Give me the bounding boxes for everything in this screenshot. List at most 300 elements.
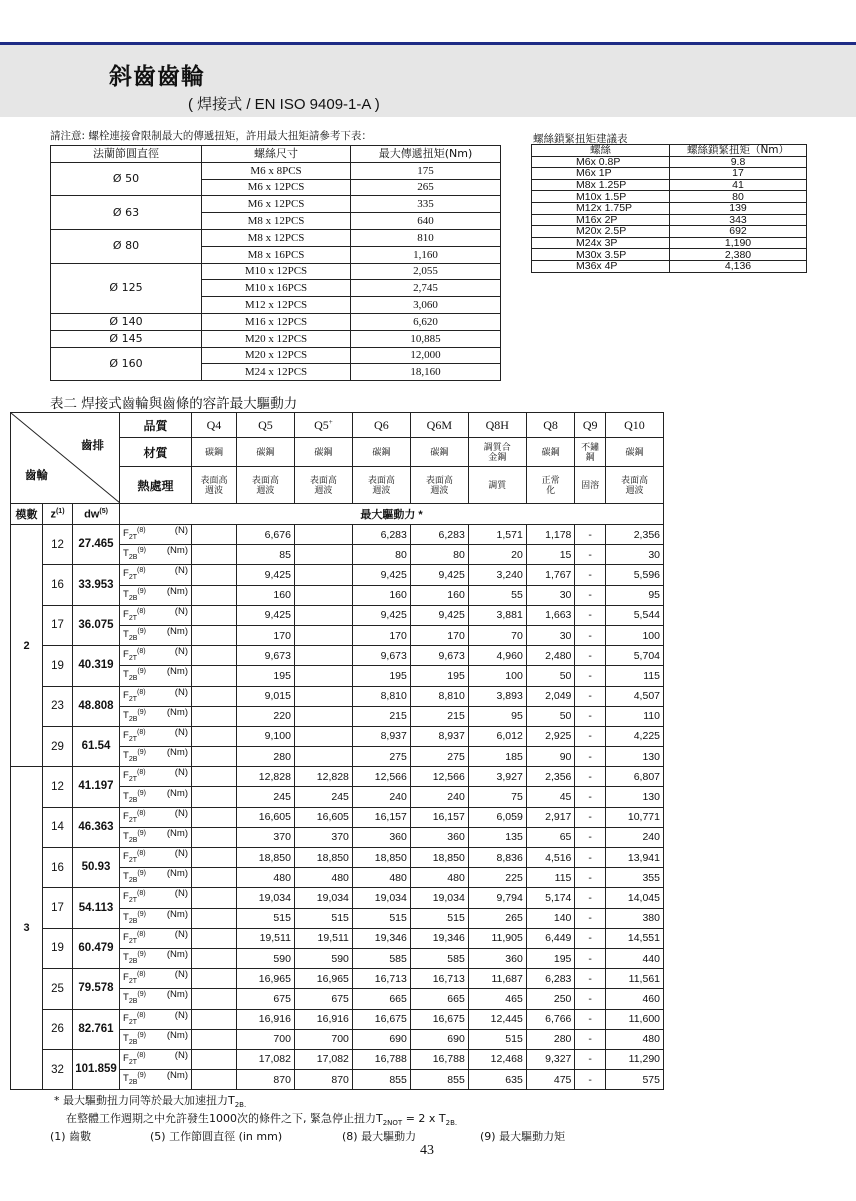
value-cell: 170 [236,625,294,645]
value-cell: 665 [352,989,410,1009]
value-cell: 2,917 [526,807,575,827]
label-unit: (Nm) [166,827,188,839]
force-label [120,888,192,908]
value-cell: 870 [236,1070,294,1090]
dw-value: 60.479 [73,928,120,968]
value-cell: 5,704 [605,646,663,666]
value-cell [192,605,237,625]
dw-sup: (5) [99,507,108,515]
torque-label [120,1029,192,1049]
label-sub: 2B [128,958,138,966]
col-bolt: 螺絲 [532,145,670,157]
value-cell: 265 [468,908,526,928]
value-cell: - [575,928,606,948]
label-sym: T [123,1032,129,1044]
bolt-size: M10x 1.5P [532,191,670,203]
screw-size: M6 x 8PCS [202,162,351,179]
value-cell: 15 [526,545,575,565]
table-row [11,1009,664,1029]
force-label [120,969,192,989]
heat-treatment-cell: 固溶 [575,467,606,504]
value-cell: 130 [605,787,663,807]
value-cell: 360 [410,827,468,847]
table-row [11,605,664,625]
bolt-size: M30x 3.5P [532,249,670,261]
value-cell: 135 [468,827,526,847]
value-cell [192,868,237,888]
value-cell [192,686,237,706]
value-cell: 115 [526,868,575,888]
material-cell: 碳鋼 [526,438,575,467]
table-row [11,565,664,585]
label-sym: F [123,770,129,782]
value-cell [294,686,352,706]
bolt-row [532,156,807,168]
table-row [11,848,664,868]
col-screw-size: 螺絲尺寸 [202,146,351,163]
label-sym: F [123,568,129,580]
label-sym: F [123,891,129,903]
table2-caption: 表二 焊接式齒輪與齒條的容許最大驅動力 [50,396,298,412]
footnote-1 [54,1092,246,1109]
bolt-torque: 80 [670,191,807,203]
value-cell: 70 [468,625,526,645]
torque-label [120,666,192,686]
q-header: Q6M [410,413,468,438]
value-cell [294,585,352,605]
label-sup: (8) [136,527,146,535]
bolt-table-title: 螺絲鎖緊扭矩建議表 [533,133,628,145]
screw-size: M6 x 12PCS [202,179,351,196]
heat-treatment-cell: 表面高 週波 [605,467,663,504]
value-cell: 9,673 [236,646,294,666]
label-sub: 2T [128,695,137,703]
value-cell: 30 [526,625,575,645]
z-value: 12 [43,525,73,565]
max-torque: 2,055 [351,263,501,280]
value-cell: 3,927 [468,767,526,787]
value-cell: 240 [352,787,410,807]
label-sup: (8) [136,688,146,696]
z-value: 32 [43,1049,73,1089]
value-cell: 2,356 [526,767,575,787]
label-unit: (N) [174,928,188,940]
heat-treatment-cell: 正常 化 [526,467,575,504]
max-torque: 18,160 [351,364,501,381]
q-header: Q10 [605,413,663,438]
value-cell: - [575,726,606,746]
label-unit: (N) [174,686,188,698]
label-sup: (8) [136,890,146,898]
label-sub: 2B [128,715,138,723]
label-unit: (Nm) [166,545,188,557]
torque-label [120,747,192,767]
value-cell: 195 [526,948,575,968]
dw-value: 61.54 [73,726,120,766]
label-sym: F [123,730,129,742]
value-cell [294,726,352,746]
label-sym: F [123,931,129,943]
bolt-row [532,191,807,203]
value-cell [192,969,237,989]
value-cell: 370 [294,827,352,847]
q5-plus: + [328,417,333,426]
value-cell: 11,561 [605,969,663,989]
value-cell: 130 [605,747,663,767]
label-sym: F [123,810,129,822]
value-cell: 515 [352,908,410,928]
force-label [120,565,192,585]
label-sup: (8) [136,1051,146,1059]
value-cell: 4,960 [468,646,526,666]
z-value: 14 [43,807,73,847]
label-unit: (N) [174,726,188,738]
value-cell: 360 [352,827,410,847]
value-cell: 515 [236,908,294,928]
force-label [120,646,192,666]
label-sub: 2B [128,877,138,885]
label-sym: T [123,548,129,560]
label-sup: (9) [137,547,146,555]
label-unit: (Nm) [166,908,188,920]
label-sub: 2T [128,534,137,542]
value-cell: 215 [352,706,410,726]
def-9: (9) 最大驅動力矩 [480,1130,566,1143]
label-unit: (Nm) [166,868,188,880]
value-cell: 9,673 [410,646,468,666]
footnote-1-sub: 2B. [234,1101,247,1110]
heat-treatment-cell: 表面高 週波 [294,467,352,504]
heat-treatment-cell: 表面高 週波 [352,467,410,504]
value-cell: 370 [236,827,294,847]
value-cell: 220 [236,706,294,726]
value-cell: 95 [605,585,663,605]
label-sub: 2T [128,655,137,663]
bolt-torque: 41 [670,179,807,191]
screw-size: M20 x 12PCS [202,347,351,364]
label-sup: (9) [137,1031,146,1039]
value-cell: 590 [236,948,294,968]
label-sym: F [123,851,129,863]
value-cell: 12,468 [468,1049,526,1069]
value-cell: 5,596 [605,565,663,585]
value-cell: 700 [294,1029,352,1049]
col-flange-dia: 法蘭節圓直徑 [51,146,202,163]
value-cell: 30 [526,585,575,605]
value-cell: 95 [468,706,526,726]
value-cell: 870 [294,1070,352,1090]
flange-dia: Ø 140 [51,313,202,330]
value-cell [192,1049,237,1069]
value-cell: 12,566 [352,767,410,787]
value-cell: 17,082 [294,1049,352,1069]
torque-label [120,948,192,968]
label-unit: (N) [174,1009,188,1021]
corner-diagonal [11,413,120,503]
value-cell: 16,788 [352,1049,410,1069]
value-cell: 475 [526,1070,575,1090]
torque-label [120,787,192,807]
drive-force-table [10,412,664,1090]
label-sup: (8) [136,1011,146,1019]
value-cell: 8,836 [468,848,526,868]
label-sup: (8) [136,930,146,938]
value-cell [192,525,237,545]
label-sup: (9) [137,749,146,757]
flange-dia: Ø 63 [51,196,202,230]
label-unit: (Nm) [166,706,188,718]
bolt-torque-table [531,144,807,273]
max-torque: 3,060 [351,297,501,314]
bolt-row [532,260,807,272]
value-cell: 80 [352,545,410,565]
screw-size: M6 x 12PCS [202,196,351,213]
label-sup: (8) [136,728,146,736]
label-sub: 2T [128,816,137,824]
z-value: 12 [43,767,73,807]
value-cell: 675 [236,989,294,1009]
label-sub: 2T [128,1058,137,1066]
bolt-torque: 343 [670,214,807,226]
value-cell: 6,449 [526,928,575,948]
screw-size: M8 x 16PCS [202,246,351,263]
value-cell: 16,605 [294,807,352,827]
value-cell: 6,807 [605,767,663,787]
value-cell: 10,771 [605,807,663,827]
label-unit: (N) [174,767,188,779]
value-cell: 585 [410,948,468,968]
label-sup: (9) [137,789,146,797]
value-cell [192,767,237,787]
value-cell: 75 [468,787,526,807]
page-number: 43 [420,1143,434,1158]
screw-size: M8 x 12PCS [202,213,351,230]
def-8: (8) 最大驅動力 [342,1130,417,1143]
torque-label [120,585,192,605]
q-header: Q9 [575,413,606,438]
q-header: Q8H [468,413,526,438]
value-cell: 19,034 [236,888,294,908]
dw-value: 82.761 [73,1009,120,1049]
value-cell: - [575,1049,606,1069]
value-cell: 460 [605,989,663,1009]
label-sym: T [123,790,129,802]
table-row [11,726,664,746]
screw-size: M10 x 12PCS [202,263,351,280]
value-cell [192,807,237,827]
value-cell: 16,788 [410,1049,468,1069]
bolt-torque: 692 [670,226,807,238]
z-sup: (1) [55,507,65,515]
value-cell: 19,034 [294,888,352,908]
value-cell: - [575,565,606,585]
value-cell [192,908,237,928]
screw-size: M12 x 12PCS [202,297,351,314]
value-cell: 185 [468,747,526,767]
screw-size: M8 x 12PCS [202,229,351,246]
bolt-size: M6x 0.8P [532,156,670,168]
value-cell: 6,283 [410,525,468,545]
label-sub: 2T [128,897,137,905]
dw-value: 46.363 [73,807,120,847]
label-sub: 2T [128,735,137,743]
label-sup: (9) [137,587,146,595]
footnote-2 [66,1110,457,1127]
z-value: 29 [43,726,73,766]
value-cell: 45 [526,787,575,807]
flange-row [51,347,501,364]
value-cell [294,706,352,726]
value-cell: 195 [236,666,294,686]
value-cell: 855 [410,1070,468,1090]
force-label [120,807,192,827]
flange-row [51,313,501,330]
label-unit: (Nm) [166,585,188,597]
value-cell: 5,174 [526,888,575,908]
flange-row [51,162,501,179]
z-value: 17 [43,605,73,645]
q-header: Q5 [236,413,294,438]
label-sym: T [123,871,129,883]
heat-treatment-cell: 表面高 週波 [236,467,294,504]
z-label: z [50,508,56,521]
label-unit: (N) [174,525,188,537]
value-cell: 6,283 [352,525,410,545]
value-cell: - [575,827,606,847]
value-cell [192,1009,237,1029]
heat-treatment-cell: 表面高 週波 [410,467,468,504]
label-sub: 2T [128,614,137,622]
label-unit: (N) [174,646,188,658]
label-sym: T [123,669,129,681]
value-cell: 3,240 [468,565,526,585]
value-cell: 16,675 [410,1009,468,1029]
label-sup: (9) [137,668,146,676]
footnote-2-sub2: 2B. [445,1119,458,1128]
value-cell: 1,767 [526,565,575,585]
material-cell: 不鏽 鋼 [575,438,606,467]
value-cell: 675 [294,989,352,1009]
value-cell: 275 [410,747,468,767]
table-row [11,928,664,948]
label-sub: 2B [128,998,138,1006]
value-cell: - [575,969,606,989]
max-torque: 1,160 [351,246,501,263]
dw-value: 33.953 [73,565,120,605]
bolt-torque: 9.8 [670,156,807,168]
footnote-2-sub: 2NOT [382,1119,403,1128]
dw-value: 79.578 [73,969,120,1009]
value-cell: 855 [352,1070,410,1090]
value-cell: 16,916 [236,1009,294,1029]
label-sup: (9) [137,628,146,635]
value-cell: 2,925 [526,726,575,746]
bolt-row [532,179,807,191]
value-cell: 18,850 [236,848,294,868]
value-cell: 690 [410,1029,468,1049]
dw-value: 40.319 [73,646,120,686]
force-label [120,767,192,787]
value-cell: - [575,666,606,686]
value-cell: 9,425 [410,565,468,585]
label-sub: 2B [128,594,138,602]
value-cell [294,646,352,666]
material-cell: 碳鋼 [605,438,663,467]
bolt-torque: 139 [670,202,807,214]
table-row [11,525,664,545]
value-cell: - [575,525,606,545]
flange-row [51,229,501,246]
value-cell [192,585,237,605]
page-subtitle: ( 焊接式 / EN ISO 9409-1-A ) [188,96,380,113]
value-cell [192,1070,237,1090]
value-cell: 5,544 [605,605,663,625]
value-cell: 2,356 [605,525,663,545]
value-cell: - [575,646,606,666]
value-cell: - [575,908,606,928]
label-sup: (9) [137,991,146,999]
def-1: (1) 齒數 [50,1130,92,1143]
value-cell: 160 [410,585,468,605]
col-dw [73,504,120,525]
flange-dia: Ø 145 [51,330,202,347]
label-sub: 2T [128,978,137,986]
label-sup: (9) [137,829,146,837]
flange-dia: Ø 125 [51,263,202,313]
flange-torque-table [50,145,501,381]
value-cell: 170 [352,625,410,645]
value-cell: 1,663 [526,605,575,625]
q-header: Q8 [526,413,575,438]
value-cell [192,928,237,948]
label-unit: (N) [174,969,188,981]
label-sub: 2B [128,1079,138,1087]
value-cell: 18,850 [410,848,468,868]
label-sup: (8) [136,971,146,979]
value-cell: 85 [236,545,294,565]
q5-label: Q5 [314,417,329,432]
value-cell: 9,100 [236,726,294,746]
label-unit: (Nm) [166,747,188,759]
max-torque: 810 [351,229,501,246]
dw-value: 54.113 [73,888,120,928]
force-label [120,1049,192,1069]
value-cell: 590 [294,948,352,968]
value-cell: 9,673 [352,646,410,666]
value-cell: - [575,605,606,625]
row-label-heat: 熱處理 [120,467,192,504]
value-cell [294,525,352,545]
q-header [294,413,352,438]
bolt-size: M12x 1.75P [532,202,670,214]
label-sub: 2B [128,836,138,844]
value-cell: - [575,807,606,827]
torque-label [120,868,192,888]
value-cell: 19,034 [410,888,468,908]
value-cell: 8,810 [410,686,468,706]
value-cell: - [575,868,606,888]
value-cell: 480 [294,868,352,888]
label-unit: (N) [174,565,188,577]
value-cell: 585 [352,948,410,968]
value-cell: 115 [605,666,663,686]
value-cell: 4,507 [605,686,663,706]
label-sym: T [123,709,129,721]
value-cell: 4,516 [526,848,575,868]
label-sup: (8) [136,809,146,817]
label-sub: 2B [128,917,138,925]
z-value: 16 [43,565,73,605]
